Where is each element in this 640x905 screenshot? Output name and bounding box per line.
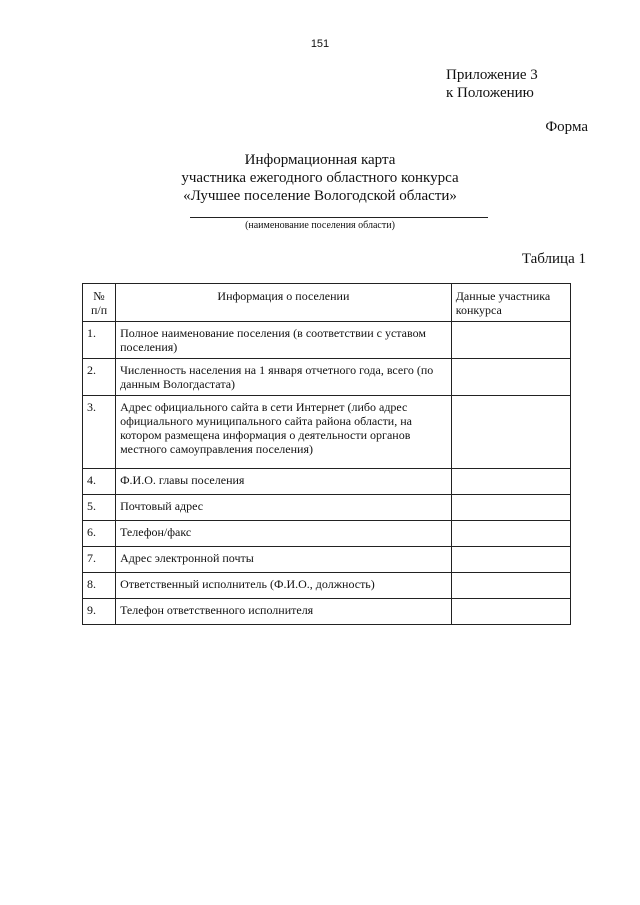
row-num: 7. xyxy=(83,547,116,573)
row-num: 1. xyxy=(83,322,116,359)
header-data: Данные участника конкурса xyxy=(451,284,570,322)
row-data[interactable] xyxy=(451,573,570,599)
row-info: Адрес официального сайта в сети Интернет (либо адрес официального муниципального сайта района области, на котором размещена информация о деятельности органов местного самоуправления поселения) xyxy=(116,396,452,469)
table-row xyxy=(83,322,571,359)
row-data[interactable] xyxy=(451,495,570,521)
table-row xyxy=(83,573,571,599)
table-row xyxy=(83,396,571,469)
row-info: Телефон/факс xyxy=(116,521,452,547)
row-num: 8. xyxy=(83,573,116,599)
row-info: Адрес электронной почты xyxy=(116,547,452,573)
row-data[interactable] xyxy=(451,322,570,359)
table-row xyxy=(83,495,571,521)
row-info: Телефон ответственного исполнителя xyxy=(116,599,452,625)
row-num: 3. xyxy=(83,396,116,469)
row-info: Численность населения на 1 января отчетного года, всего (по данным Вологдастата) xyxy=(116,359,452,396)
row-info: Полное наименование поселения (в соответствии с уставом поселения) xyxy=(116,322,452,359)
title-line-3: «Лучшее поселение Вологодской области» xyxy=(183,188,457,204)
row-info: Ответственный исполнитель (Ф.И.О., должность) xyxy=(116,573,452,599)
settlement-name-line xyxy=(190,217,488,218)
row-data[interactable] xyxy=(451,599,570,625)
appendix-reference xyxy=(446,66,538,102)
document-title xyxy=(0,151,640,205)
row-num: 4. xyxy=(83,469,116,495)
row-num: 5. xyxy=(83,495,116,521)
row-info: Почтовый адрес xyxy=(116,495,452,521)
table-row xyxy=(83,359,571,396)
appendix-line-2: к Положению xyxy=(446,85,534,101)
title-line-1: Информационная карта xyxy=(244,152,396,168)
row-num: 2. xyxy=(83,359,116,396)
form-label: Форма xyxy=(545,119,588,135)
row-num: 6. xyxy=(83,521,116,547)
appendix-line-1: Приложение 3 xyxy=(446,67,538,83)
row-data[interactable] xyxy=(451,469,570,495)
table-row xyxy=(83,469,571,495)
row-data[interactable] xyxy=(451,521,570,547)
title-line-2: участника ежегодного областного конкурса xyxy=(181,170,459,186)
table-header-row xyxy=(83,284,571,322)
row-num: 9. xyxy=(83,599,116,625)
page-number: 151 xyxy=(310,38,330,50)
table-row xyxy=(83,521,571,547)
table-label: Таблица 1 xyxy=(521,251,586,267)
table-row xyxy=(83,547,571,573)
row-data[interactable] xyxy=(451,547,570,573)
row-info: Ф.И.О. главы поселения xyxy=(116,469,452,495)
header-info: Информация о поселении xyxy=(116,284,452,322)
settlement-name-caption: (наименование поселения области) xyxy=(245,220,395,231)
header-num: № п/п xyxy=(83,284,116,322)
info-table xyxy=(82,283,571,625)
row-data[interactable] xyxy=(451,359,570,396)
row-data[interactable] xyxy=(451,396,570,469)
table-row xyxy=(83,599,571,625)
